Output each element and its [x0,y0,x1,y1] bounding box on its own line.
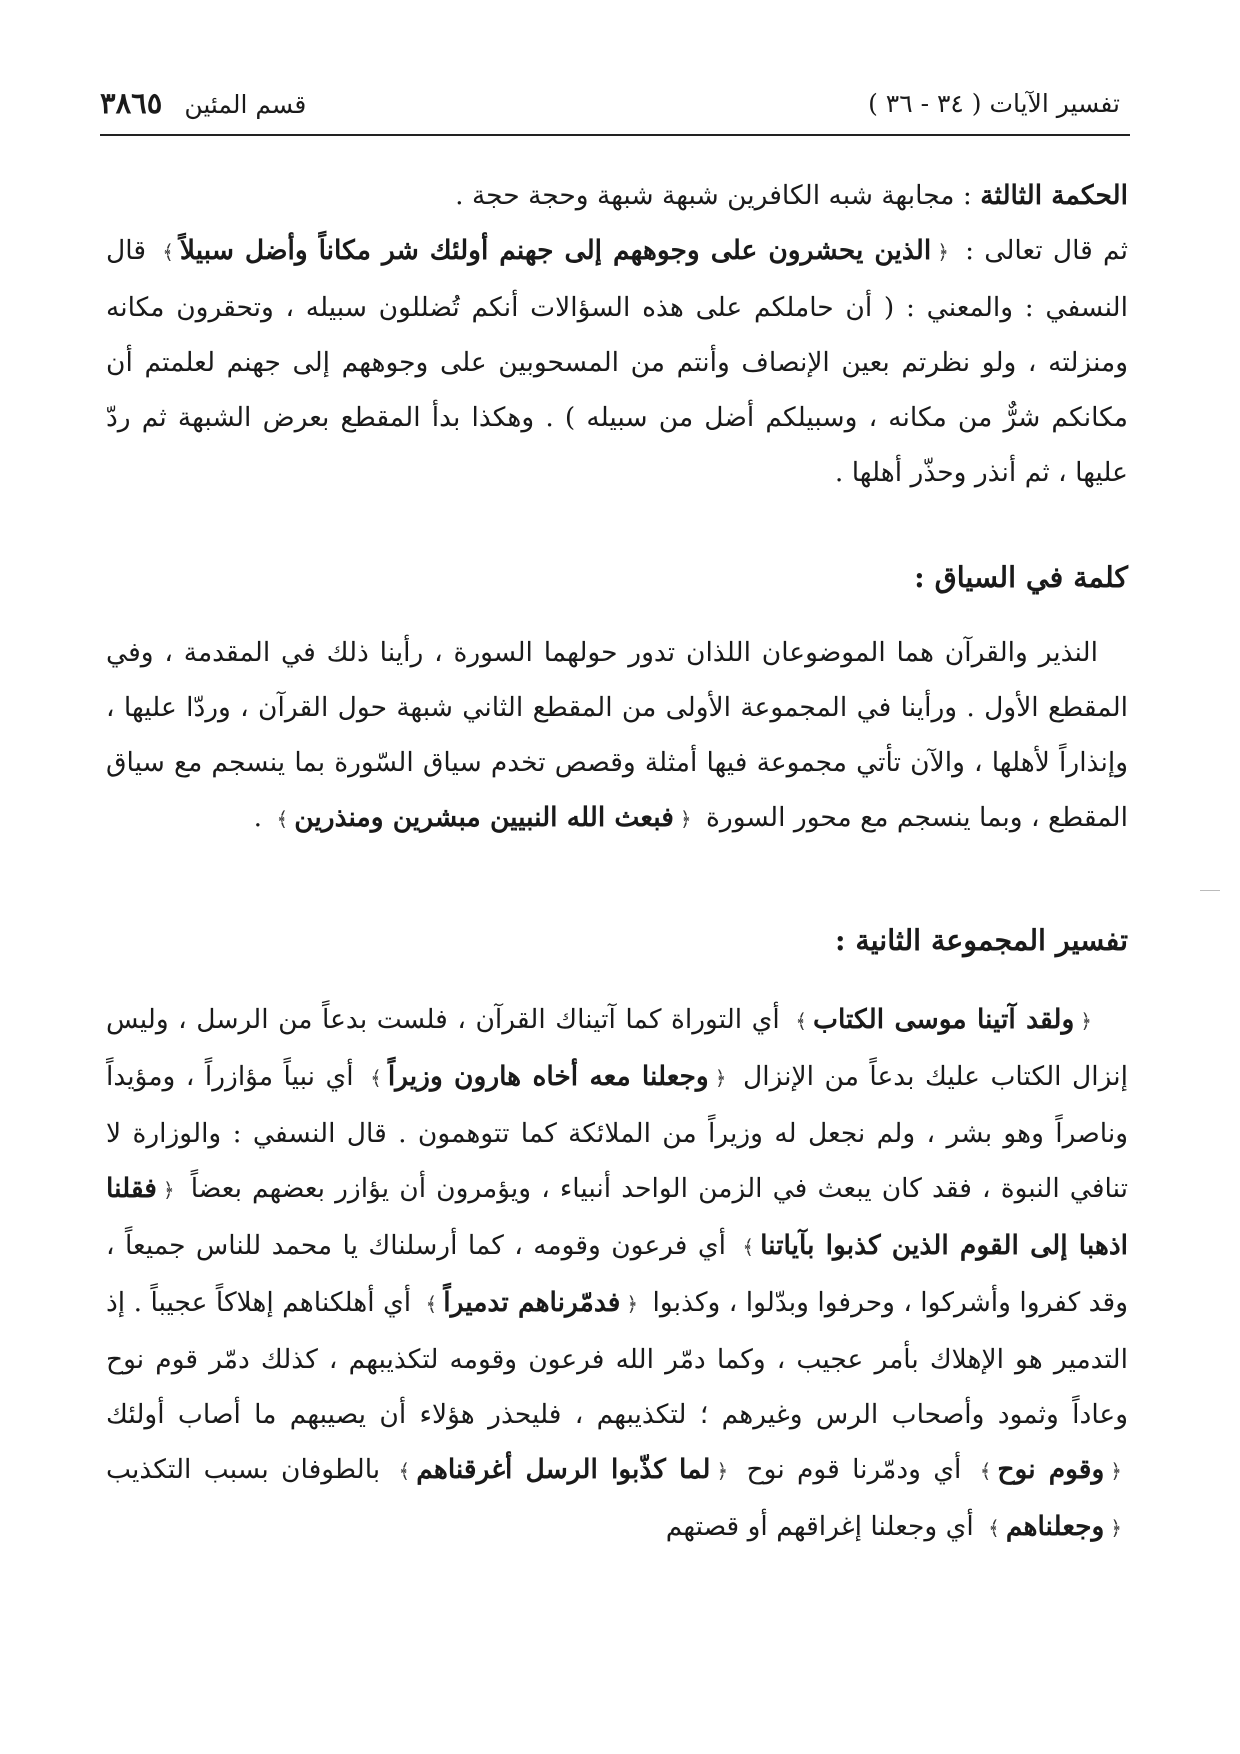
text-run: ثم قال تعالى : [954,235,1129,266]
quran-verse: وجعلناهم [1005,1511,1105,1542]
quran-bracket-open-icon: ﴿ [162,1178,175,1202]
spacer [106,847,1128,913]
quran-bracket-open-icon: ﴿ [626,1292,639,1316]
context-heading: كلمة في السياق : [914,560,1128,594]
quran-bracket-close-icon: ﴾ [370,1066,382,1090]
quran-verse: ولقد آتينا موسى الكتاب [813,1004,1075,1035]
body-text [106,168,1128,1556]
hikma-text: : مجابهة شبه الكافرين شبهة شبهة وحجة حجة . [455,180,981,211]
quran-bracket-open-icon: ﴿ [716,1459,729,1483]
quran-verse: وجعلنا معه أخاه هارون وزيراً [387,1061,709,1092]
quran-bracket-open-icon: ﴿ [1080,1009,1093,1033]
text-run: النذير والقرآن هما الموضوعان اللذان تدور حولهما السورة ، رأينا ذلك في المقدمة ، وفي المقطع الأول . ورأينا في المجموعة الأولى من المقطع الثاني شبهة حول القرآن ، وردّا عليها ، وإنذاراً لأهلها ، والآن تأتي مجموعة فيها أمثلة وقصص تخدم سياق السّورة بما ينسجم مع سياق المقطع ، وبما ينسجم مع محور السورة [106,637,1128,833]
quran-bracket-close-icon: ﴾ [398,1459,411,1483]
text-run: . [253,802,271,833]
quran-bracket-close-icon: ﴾ [162,240,174,264]
text-run: أي التوراة كما آتيناك القرآن ، فلست بدعاً من الرسل ، وليس إنزال الكتاب عليك بدعاً من الإنزال [106,1004,1128,1092]
quran-verse: لما كذّبوا الرسل أغرقناهم [416,1454,711,1485]
quran-bracket-open-icon: ﴿ [1110,1459,1122,1483]
text-run: أي ودمّرنا قوم نوح [734,1454,974,1485]
hikma-label: الحكمة الثالثة [980,180,1128,211]
quran-bracket-open-icon: ﴿ [714,1066,727,1090]
quran-bracket-open-icon: ﴿ [1110,1516,1122,1540]
text-run: قال النسفي : والمعني : ( أن حاملكم على هذه السؤالات أنكم تُضللون سبيله ، وتحقرون مكانه ومنزلته ، ولو نظرتم بعين الإنصاف وأنتم من المسحوبين على وجوههم إلى جهنم لعلمتم أن مكانكم شرٌّ من مكانه ، وسبيلكم أضل من سبيله ) . وهكذا بدأ المقطع بعرض الشبهة ثم ردّ عليها ، ثم أنذر وحذّر أهلها . [106,235,1128,488]
margin-mark [1200,890,1220,891]
quran-bracket-close-icon: ﴾ [276,807,289,831]
section-name: قسم المئين [184,90,307,119]
header-rule [100,134,1130,136]
quran-verse: وقوم نوح [997,1454,1105,1485]
nasafi-paragraph [106,223,1128,500]
text-run: أي نبياً مؤازراً ، ومؤيداً وناصراً وهو بشر ، ولم نجعل له وزيراً من الملائكة كما تتوهمون . قال النسفي : والوزارة لا تنافي النبوة ، فقد كان يبعث في الزمن الواحد أنبياء ، ويؤمرون أن يؤازر بعضهم بعضاً [106,1061,1128,1204]
page-number: ٣٨٦٥ [100,86,163,120]
header-meta [100,86,306,120]
quran-bracket-close-icon: ﴾ [979,1459,992,1483]
tafsir-paragraph [106,992,1128,1556]
quran-bracket-close-icon: ﴾ [742,1235,755,1259]
quran-bracket-close-icon: ﴾ [795,1009,808,1033]
running-title: تفسير الآيات ( ٣٤ - ٣٦ ) [868,88,1120,118]
text-run: أي أهلكناهم إهلاكاً عجيباً . إذ التدمير هو الإهلاك بأمر عجيب ، وكما دمّر الله فرعون وقومه لتكذيبهم ، كذلك دمّر قوم نوح وعاداً وثمود وأصحاب الرس وغيرهم ؛ لتكذيبهم ، فليحذر هؤلاء أن يصيبهم ما أصاب أولئك [106,1287,1128,1430]
quran-bracket-close-icon: ﴾ [425,1292,438,1316]
quran-bracket-open-icon: ﴿ [679,807,692,831]
quran-verse: الذين يحشرون على وجوههم إلى جهنم أولئك شر مكاناً وأضل سبيلاً [179,235,932,266]
quran-verse: فدمّرناهم تدميراً [443,1287,621,1318]
quran-bracket-open-icon: ﴿ [937,240,949,264]
hikma-paragraph [106,168,1128,223]
text-run: أي وجعلنا إغراقهم أو قصتهم [665,1511,983,1542]
spacer [106,605,1128,625]
spacer [106,500,1128,550]
quran-bracket-close-icon: ﴾ [988,1516,1000,1540]
spacer [106,968,1128,992]
context-paragraph [106,625,1128,847]
tafsir-heading: تفسير المجموعة الثانية : [834,923,1128,957]
page-header [100,80,1120,126]
quran-verse: فبعث الله النبيين مبشرين ومنذرين [294,802,674,833]
quran-verse: فقلنا اذهبا إلى القوم الذين كذبوا بآياتنا [106,1173,1129,1261]
text-run: أي فرعون وقومه ، كما أرسلناك يا محمد للناس جميعاً ، وقد كفروا وأشركوا ، وحرفوا وبدّلوا ، وكذبوا [106,1230,1128,1318]
text-run: بالطوفان بسبب التكذيب [106,1454,393,1485]
